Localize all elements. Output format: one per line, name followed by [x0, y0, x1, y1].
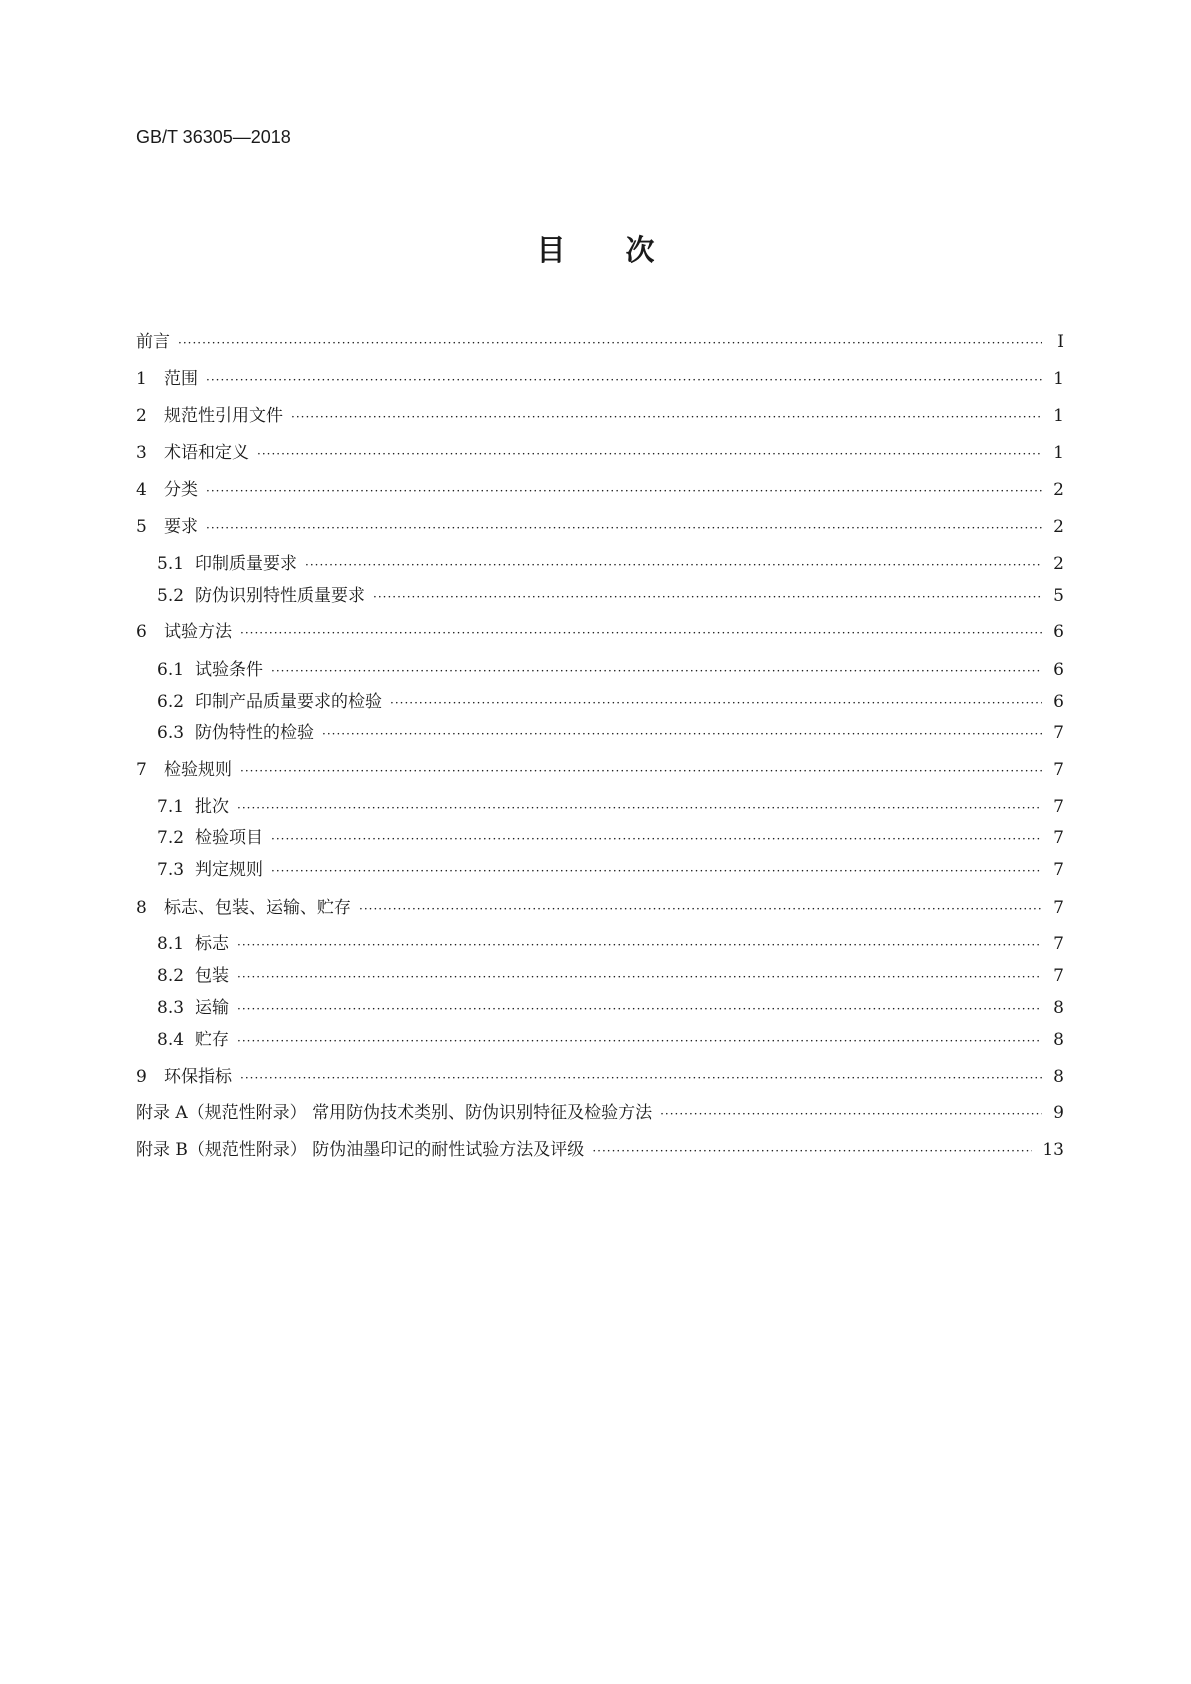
toc-entry[interactable] — [136, 620, 1064, 644]
toc-entry-page: 7 — [1053, 723, 1064, 743]
toc-entry-page: 7 — [1053, 934, 1064, 954]
toc-entry-label: 贮存 — [195, 1030, 229, 1050]
dot-leader — [257, 442, 1042, 466]
toc-entry-page: 7 — [1053, 860, 1064, 880]
toc-entry-number: 8 — [136, 898, 147, 918]
toc-entry-number: 5.2 — [157, 586, 185, 606]
toc-entry[interactable] — [157, 964, 1064, 988]
dot-leader — [240, 759, 1042, 783]
toc-entry-label: 前言 — [136, 332, 170, 352]
toc-entry-label: 运输 — [195, 998, 229, 1018]
dot-leader — [237, 997, 1042, 1021]
toc-entry-label: 要求 — [164, 517, 198, 537]
toc-entry-label: 范围 — [164, 369, 198, 389]
page-title: 目次 — [536, 233, 715, 267]
dot-leader — [237, 933, 1042, 957]
dot-leader — [305, 553, 1042, 577]
dot-leader — [237, 965, 1042, 989]
toc-entry-page: 2 — [1053, 517, 1064, 537]
toc-entry-number: 6.3 — [157, 723, 185, 743]
dot-leader — [206, 368, 1042, 392]
dot-leader — [373, 585, 1042, 609]
toc-entry[interactable] — [157, 1028, 1064, 1052]
toc-entry-number: 8.2 — [157, 966, 185, 986]
toc-entry-number: 5.1 — [157, 554, 185, 574]
toc-entry[interactable] — [157, 584, 1064, 608]
toc-entry-label: 防伪特性的检验 — [195, 723, 314, 743]
toc-entry-page: 8 — [1053, 998, 1064, 1018]
dot-leader — [237, 1029, 1042, 1053]
toc-entry[interactable] — [157, 996, 1064, 1020]
toc-entry-label: 分类 — [164, 480, 198, 500]
toc-entry-page: 7 — [1053, 828, 1064, 848]
toc-entry[interactable] — [157, 690, 1064, 714]
toc-entry[interactable] — [157, 658, 1064, 682]
toc-entry-page: 2 — [1053, 480, 1064, 500]
toc-entry-label: 印制质量要求 — [195, 554, 297, 574]
toc-entry-number: 6 — [136, 622, 147, 642]
dot-leader — [271, 659, 1042, 683]
toc-entry[interactable] — [157, 795, 1064, 819]
toc-entry-label: 检验规则 — [164, 760, 232, 780]
toc-entry-label: 包装 — [195, 966, 229, 986]
toc-entry-number: 3 — [136, 443, 147, 463]
toc-entry[interactable] — [136, 896, 1064, 920]
dot-leader — [271, 827, 1042, 851]
toc-entry[interactable] — [136, 758, 1064, 782]
toc-entry[interactable] — [157, 552, 1064, 576]
toc-entry-number: 8.4 — [157, 1030, 185, 1050]
toc-entry-page: 6 — [1053, 622, 1064, 642]
toc-entry[interactable] — [136, 1138, 1064, 1162]
toc-entry-number: 7.1 — [157, 797, 185, 817]
dot-leader — [240, 621, 1042, 645]
toc-entry-page: 7 — [1053, 797, 1064, 817]
toc-entry-number: 7.2 — [157, 828, 185, 848]
toc-entry-label: 试验条件 — [195, 660, 263, 680]
dot-leader — [240, 1066, 1042, 1090]
toc-entry-label: 标志、包装、运输、贮存 — [164, 898, 351, 918]
toc-entry-label: 判定规则 — [195, 860, 263, 880]
toc-entry[interactable] — [136, 367, 1064, 391]
toc-entry-page: 5 — [1053, 586, 1064, 606]
toc-entry[interactable] — [136, 404, 1064, 428]
dot-leader — [592, 1139, 1032, 1163]
dot-leader — [271, 859, 1042, 883]
toc-entry[interactable] — [136, 441, 1064, 465]
toc-entry-label: 印制产品质量要求的检验 — [195, 692, 382, 712]
toc-entry-label: 附录 A（规范性附录） 常用防伪技术类别、防伪识别特征及检验方法 — [136, 1103, 653, 1123]
toc-entry-number: 5 — [136, 517, 147, 537]
toc-entry-page: 1 — [1053, 369, 1064, 389]
toc-entry-page: 8 — [1053, 1030, 1064, 1050]
toc-entry-page: 7 — [1053, 760, 1064, 780]
dot-leader — [660, 1102, 1042, 1126]
toc-entry-label: 检验项目 — [195, 828, 263, 848]
toc-entry-label: 规范性引用文件 — [164, 406, 283, 426]
toc-entry-page: 7 — [1053, 898, 1064, 918]
toc-entry[interactable] — [157, 721, 1064, 745]
toc-entry-label: 标志 — [195, 934, 229, 954]
toc-entry-number: 7 — [136, 760, 147, 780]
toc-entry-page: 8 — [1053, 1067, 1064, 1087]
dot-leader — [390, 691, 1042, 715]
toc-entry-page: 7 — [1053, 966, 1064, 986]
toc-entry[interactable] — [157, 826, 1064, 850]
toc-entry-page: 13 — [1042, 1140, 1064, 1160]
dot-leader — [322, 722, 1042, 746]
toc-entry-number: 7.3 — [157, 860, 185, 880]
toc-entry-page: 6 — [1053, 692, 1064, 712]
standard-number: GB/T 36305—2018 — [136, 127, 291, 147]
toc-entry-number: 8.3 — [157, 998, 185, 1018]
toc-entry-number: 6.1 — [157, 660, 185, 680]
toc-entry[interactable] — [157, 932, 1064, 956]
toc-entry[interactable] — [136, 1065, 1064, 1089]
toc-entry-number: 6.2 — [157, 692, 185, 712]
toc-entry-number: 2 — [136, 406, 147, 426]
toc-entry-page: 1 — [1053, 406, 1064, 426]
toc-entry-number: 8.1 — [157, 934, 185, 954]
toc-entry-page: 9 — [1053, 1103, 1064, 1123]
dot-leader — [291, 405, 1042, 429]
toc-entry-label: 附录 B（规范性附录） 防伪油墨印记的耐性试验方法及评级 — [136, 1140, 585, 1160]
dot-leader — [178, 331, 1042, 355]
toc-entry-number: 9 — [136, 1067, 147, 1087]
toc-entry-page: 6 — [1053, 660, 1064, 680]
toc-entry-label: 试验方法 — [164, 622, 232, 642]
toc-entry[interactable] — [136, 478, 1064, 502]
toc-entry-label: 术语和定义 — [164, 443, 249, 463]
dot-leader — [237, 796, 1042, 820]
toc-entry[interactable] — [157, 858, 1064, 882]
toc-entry-page: Ⅰ — [1057, 332, 1064, 352]
dot-leader — [206, 479, 1042, 503]
toc-entry[interactable] — [136, 1101, 1064, 1125]
toc-entry-label: 环保指标 — [164, 1067, 232, 1087]
toc-entry-label: 防伪识别特性质量要求 — [195, 586, 365, 606]
toc-entry-page: 2 — [1053, 554, 1064, 574]
toc-entry[interactable] — [136, 515, 1064, 539]
toc-entry-number: 4 — [136, 480, 147, 500]
dot-leader — [359, 897, 1042, 921]
toc-entry-page: 1 — [1053, 443, 1064, 463]
toc-entry-label: 批次 — [195, 797, 229, 817]
toc-entry[interactable] — [136, 330, 1064, 354]
dot-leader — [206, 516, 1042, 540]
toc-entry-number: 1 — [136, 369, 147, 389]
